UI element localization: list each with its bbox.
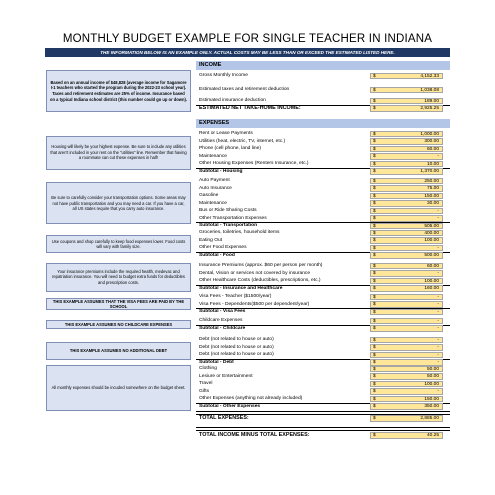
expense-row-label: Phone (cell phone, land line) xyxy=(199,146,261,152)
subtotal-row-label: Subtotal - Food xyxy=(199,252,235,258)
expense-row xyxy=(196,373,450,381)
expense-row-label: Groceries, toiletries, household items xyxy=(199,230,280,235)
expense-row-label: Utilities (heat, electric, TV, internet, etc.) xyxy=(199,138,286,144)
expense-row-label: Auto Insurance xyxy=(199,185,232,191)
subtotal-amount[interactable]: $ - xyxy=(370,359,443,366)
subtotal-row-label: Subtotal - Insurance and Healthcare xyxy=(199,285,283,291)
subtotal-row-label: Subtotal - Transportation xyxy=(199,223,258,229)
expense-row-label: Other Housing Expenses (Renters Insurance, etc.) xyxy=(199,161,309,167)
expense-row xyxy=(196,336,450,344)
amount-field[interactable]: $ 100.00 xyxy=(370,381,443,388)
amount-field[interactable]: $ 100.00 xyxy=(370,237,443,244)
expense-row-label: Debt (not related to house or auto) xyxy=(199,337,274,342)
subtotal-row-label: Subtotal - Debt xyxy=(199,359,234,365)
amount-field[interactable]: $ 60.00 xyxy=(370,146,443,153)
subtotal-amount[interactable]: $ - xyxy=(370,309,443,316)
expense-row-label: Bus or Ride Sharing Costs xyxy=(199,208,257,214)
amount-field[interactable]: $ 1,038.08 xyxy=(370,87,443,94)
expense-row-label: Other Food Expenses xyxy=(199,245,247,251)
amount-field[interactable]: $ 30.00 xyxy=(370,200,443,207)
expense-row-label: Gasoline xyxy=(199,193,219,199)
subtotal-row xyxy=(196,403,450,411)
subtotal-row-label: Subtotal - Childcare xyxy=(199,325,246,331)
expense-row xyxy=(196,130,450,138)
amount-field[interactable]: $ 75.00 xyxy=(370,185,443,192)
income-note: Based on an annual income of $48,828 (average income for Sagamore I-1 teachers who started the program during the 2022-23 school year). Taxes and retirement estimates are 25% of income. Insurance based on a typical Indiana school district (this number could go up or down). xyxy=(46,70,191,112)
expense-row-label: Eating Out xyxy=(199,237,223,243)
expense-row xyxy=(196,145,450,153)
amount-field[interactable]: $ - xyxy=(370,301,443,308)
expense-row-label: Debt (not related to house or auto) xyxy=(199,344,274,350)
amount-field[interactable]: $ - xyxy=(370,388,443,395)
expense-note: THIS EXAMPLE ASSUMES NO CHILDCARE EXPENSES xyxy=(46,320,191,329)
subtotal-amount[interactable]: $ 500.00 xyxy=(370,252,443,259)
subtotal-amount[interactable]: $ 1,370.00 xyxy=(370,168,443,175)
expense-row xyxy=(196,192,450,200)
amount-field[interactable]: $ 60.00 xyxy=(370,263,443,270)
expense-row xyxy=(196,262,450,270)
expense-row xyxy=(196,138,450,146)
net-income-row xyxy=(196,104,450,113)
expense-row xyxy=(196,395,450,403)
expense-row-label: Clothing xyxy=(199,366,217,371)
income-row-label: Gross Monthly Income xyxy=(199,73,248,78)
expense-row xyxy=(196,177,450,185)
disclaimer-banner: THE INFORMATION BELOW IS AN EXAMPLE ONLY. ACTUAL COSTS MAY BE LESS THAN OR EXCEED THE ESTIMATED LISTED HERE. xyxy=(45,48,450,57)
expense-note: Your insurance premiums include the required health, medevac and repatriation insurance. You will need to budget extra funds for deductibles and prescription costs. xyxy=(46,263,191,292)
subtotal-amount[interactable]: $ 505.00 xyxy=(370,223,443,230)
expense-row xyxy=(196,185,450,193)
expense-note: Housing will likely be your highest expense. Be sure to include any utilities that aren't included in your rent on the "utilities" line. Remember that having a roommate can cut these expenses in half! xyxy=(46,136,191,170)
income-row xyxy=(196,86,450,94)
amount-field[interactable]: $ 300.00 xyxy=(370,138,443,145)
expense-row xyxy=(196,301,450,309)
amount-field[interactable]: $ 189.00 xyxy=(370,98,443,105)
income-row-label: Estimated insurance deduction xyxy=(199,98,266,103)
net-income-label: ESTIMATED NET TAKE-HOME INCOME: xyxy=(199,105,301,111)
expense-row-label: Other Healthcare Costs (deductibles, prescriptions, etc.) xyxy=(199,278,321,284)
total-expenses-amount[interactable]: $ 2,885.00 xyxy=(370,415,443,422)
total-expenses-label: TOTAL EXPENSES: xyxy=(199,415,249,421)
subtotal-row xyxy=(196,252,450,260)
expense-row xyxy=(196,207,450,215)
expense-row xyxy=(196,351,450,359)
expense-row-label: Travel xyxy=(199,381,213,387)
expense-row-label: Other Expenses (anything not already included) xyxy=(199,396,303,402)
expense-row xyxy=(196,153,450,161)
income-minus-expenses-row xyxy=(196,431,450,440)
amount-field[interactable]: $ 1,000.00 xyxy=(370,131,443,138)
subtotal-amount[interactable]: $ - xyxy=(370,325,443,332)
amount-field[interactable]: $ 50.00 xyxy=(370,366,443,373)
amount-field[interactable]: $ - xyxy=(370,270,443,277)
subtotal-row xyxy=(196,285,450,293)
amount-field[interactable]: $ - xyxy=(370,294,443,301)
amount-field[interactable]: $ 150.00 xyxy=(370,396,443,403)
expense-row xyxy=(196,388,450,396)
expense-row xyxy=(196,365,450,373)
amount-field[interactable]: $ - xyxy=(370,352,443,359)
expense-row xyxy=(196,237,450,245)
income-minus-expenses-label: TOTAL INCOME MINUS TOTAL EXPENSES: xyxy=(199,432,310,438)
expense-row xyxy=(196,229,450,237)
expense-note: Be sure to carefully consider your transportation options. Some areas may not have public transportation and you may need a car. If you have a car, all US states require that you carry auto insurance. xyxy=(46,182,191,224)
expense-row-label: Debt (not related to house or auto) xyxy=(199,352,274,358)
expense-row xyxy=(196,277,450,285)
amount-field[interactable]: $ 50.00 xyxy=(370,373,443,380)
subtotal-row xyxy=(196,168,450,176)
subtotal-amount[interactable]: $ 350.00 xyxy=(370,403,443,410)
expense-note: THIS EXAMPLE ASSUMES NO ADDITIONAL DEBT xyxy=(46,342,191,360)
expense-row xyxy=(196,215,450,223)
page-title: MONTHLY BUDGET EXAMPLE FOR SINGLE TEACHER IN INDIANA xyxy=(62,33,433,45)
amount-field[interactable]: $ - xyxy=(370,245,443,252)
income-section-header: INCOME xyxy=(196,61,450,70)
income-row-label: Estimated taxes and retirement deduction xyxy=(199,87,290,92)
amount-field[interactable]: $ - xyxy=(370,215,443,222)
expense-row-label: Childcare Expenses xyxy=(199,318,243,323)
expense-row xyxy=(196,344,450,352)
expense-row-label: Dental, Vision or services not covered by insurance xyxy=(199,270,311,276)
expense-row-label: Maintenance xyxy=(199,153,228,159)
income-row xyxy=(196,72,450,80)
expenses-section-header: EXPENSES xyxy=(196,119,450,128)
expense-row-label: Lesiure or Entertainment xyxy=(199,373,253,379)
subtotal-row-label: Subtotal - Housing xyxy=(199,168,243,174)
subtotal-amount[interactable]: $ 160.00 xyxy=(370,285,443,292)
amount-field[interactable]: $ 400.00 xyxy=(370,230,443,237)
expense-note: All monthly expenses should be incuded somewhere on the budget sheet. xyxy=(46,365,191,411)
expense-row-label: Insurance Premiums (approx. $60 per person per month) xyxy=(199,263,323,268)
amount-field[interactable]: $ 4,152.33 xyxy=(370,73,443,80)
expense-row-label: Other Transportation Expenses xyxy=(199,215,267,221)
subtotal-row-label: Subtotal - Other Expenses xyxy=(199,403,261,409)
expense-row-label: Auto Payment xyxy=(199,178,230,183)
expense-row xyxy=(196,200,450,208)
amount-field[interactable]: $ - xyxy=(370,344,443,351)
amount-field[interactable]: $ - xyxy=(370,337,443,344)
subtotal-row xyxy=(196,308,450,316)
expense-note: THIS EXAMPLE ASSUMES THAT THE VISA FEES ARE PAID BY THE SCHOOL xyxy=(46,298,191,310)
expense-row-label: Maintenance xyxy=(199,200,228,206)
expense-row xyxy=(196,293,450,301)
expense-row xyxy=(196,270,450,278)
expense-row xyxy=(196,244,450,252)
amount-field[interactable]: $ - xyxy=(370,153,443,160)
expense-row-label: Visa Fees - Dependents($500 per dependent/year) xyxy=(199,301,310,307)
amount-field[interactable]: $ 10.00 xyxy=(370,161,443,168)
amount-field[interactable]: $ 100.00 xyxy=(370,278,443,285)
net-income-amount[interactable]: $ 2,925.25 xyxy=(370,105,443,112)
amount-field[interactable]: $ 250.00 xyxy=(370,178,443,185)
expense-row xyxy=(196,160,450,168)
amount-field[interactable]: $ - xyxy=(370,318,443,325)
total-expenses-row xyxy=(196,414,450,423)
subtotal-row xyxy=(196,325,450,333)
expense-note: Use coupons and shop carefully to keep food expenses lower. Food costs will vary with family size. xyxy=(46,235,191,253)
amount-field[interactable]: $ 150.00 xyxy=(370,193,443,200)
expense-row-label: Gifts xyxy=(199,388,210,394)
expense-row xyxy=(196,380,450,388)
subtotal-row-label: Subtotal - Visa Fees xyxy=(199,309,246,315)
amount-field[interactable]: $ - xyxy=(370,208,443,215)
expense-row-label: Visa Fees - Teacher ($1500/year) xyxy=(199,294,272,299)
expense-row-label: Rent or Lease Payments xyxy=(199,131,253,136)
expense-row xyxy=(196,317,450,325)
income-minus-expenses-amount[interactable]: $ 40.25 xyxy=(370,432,443,439)
